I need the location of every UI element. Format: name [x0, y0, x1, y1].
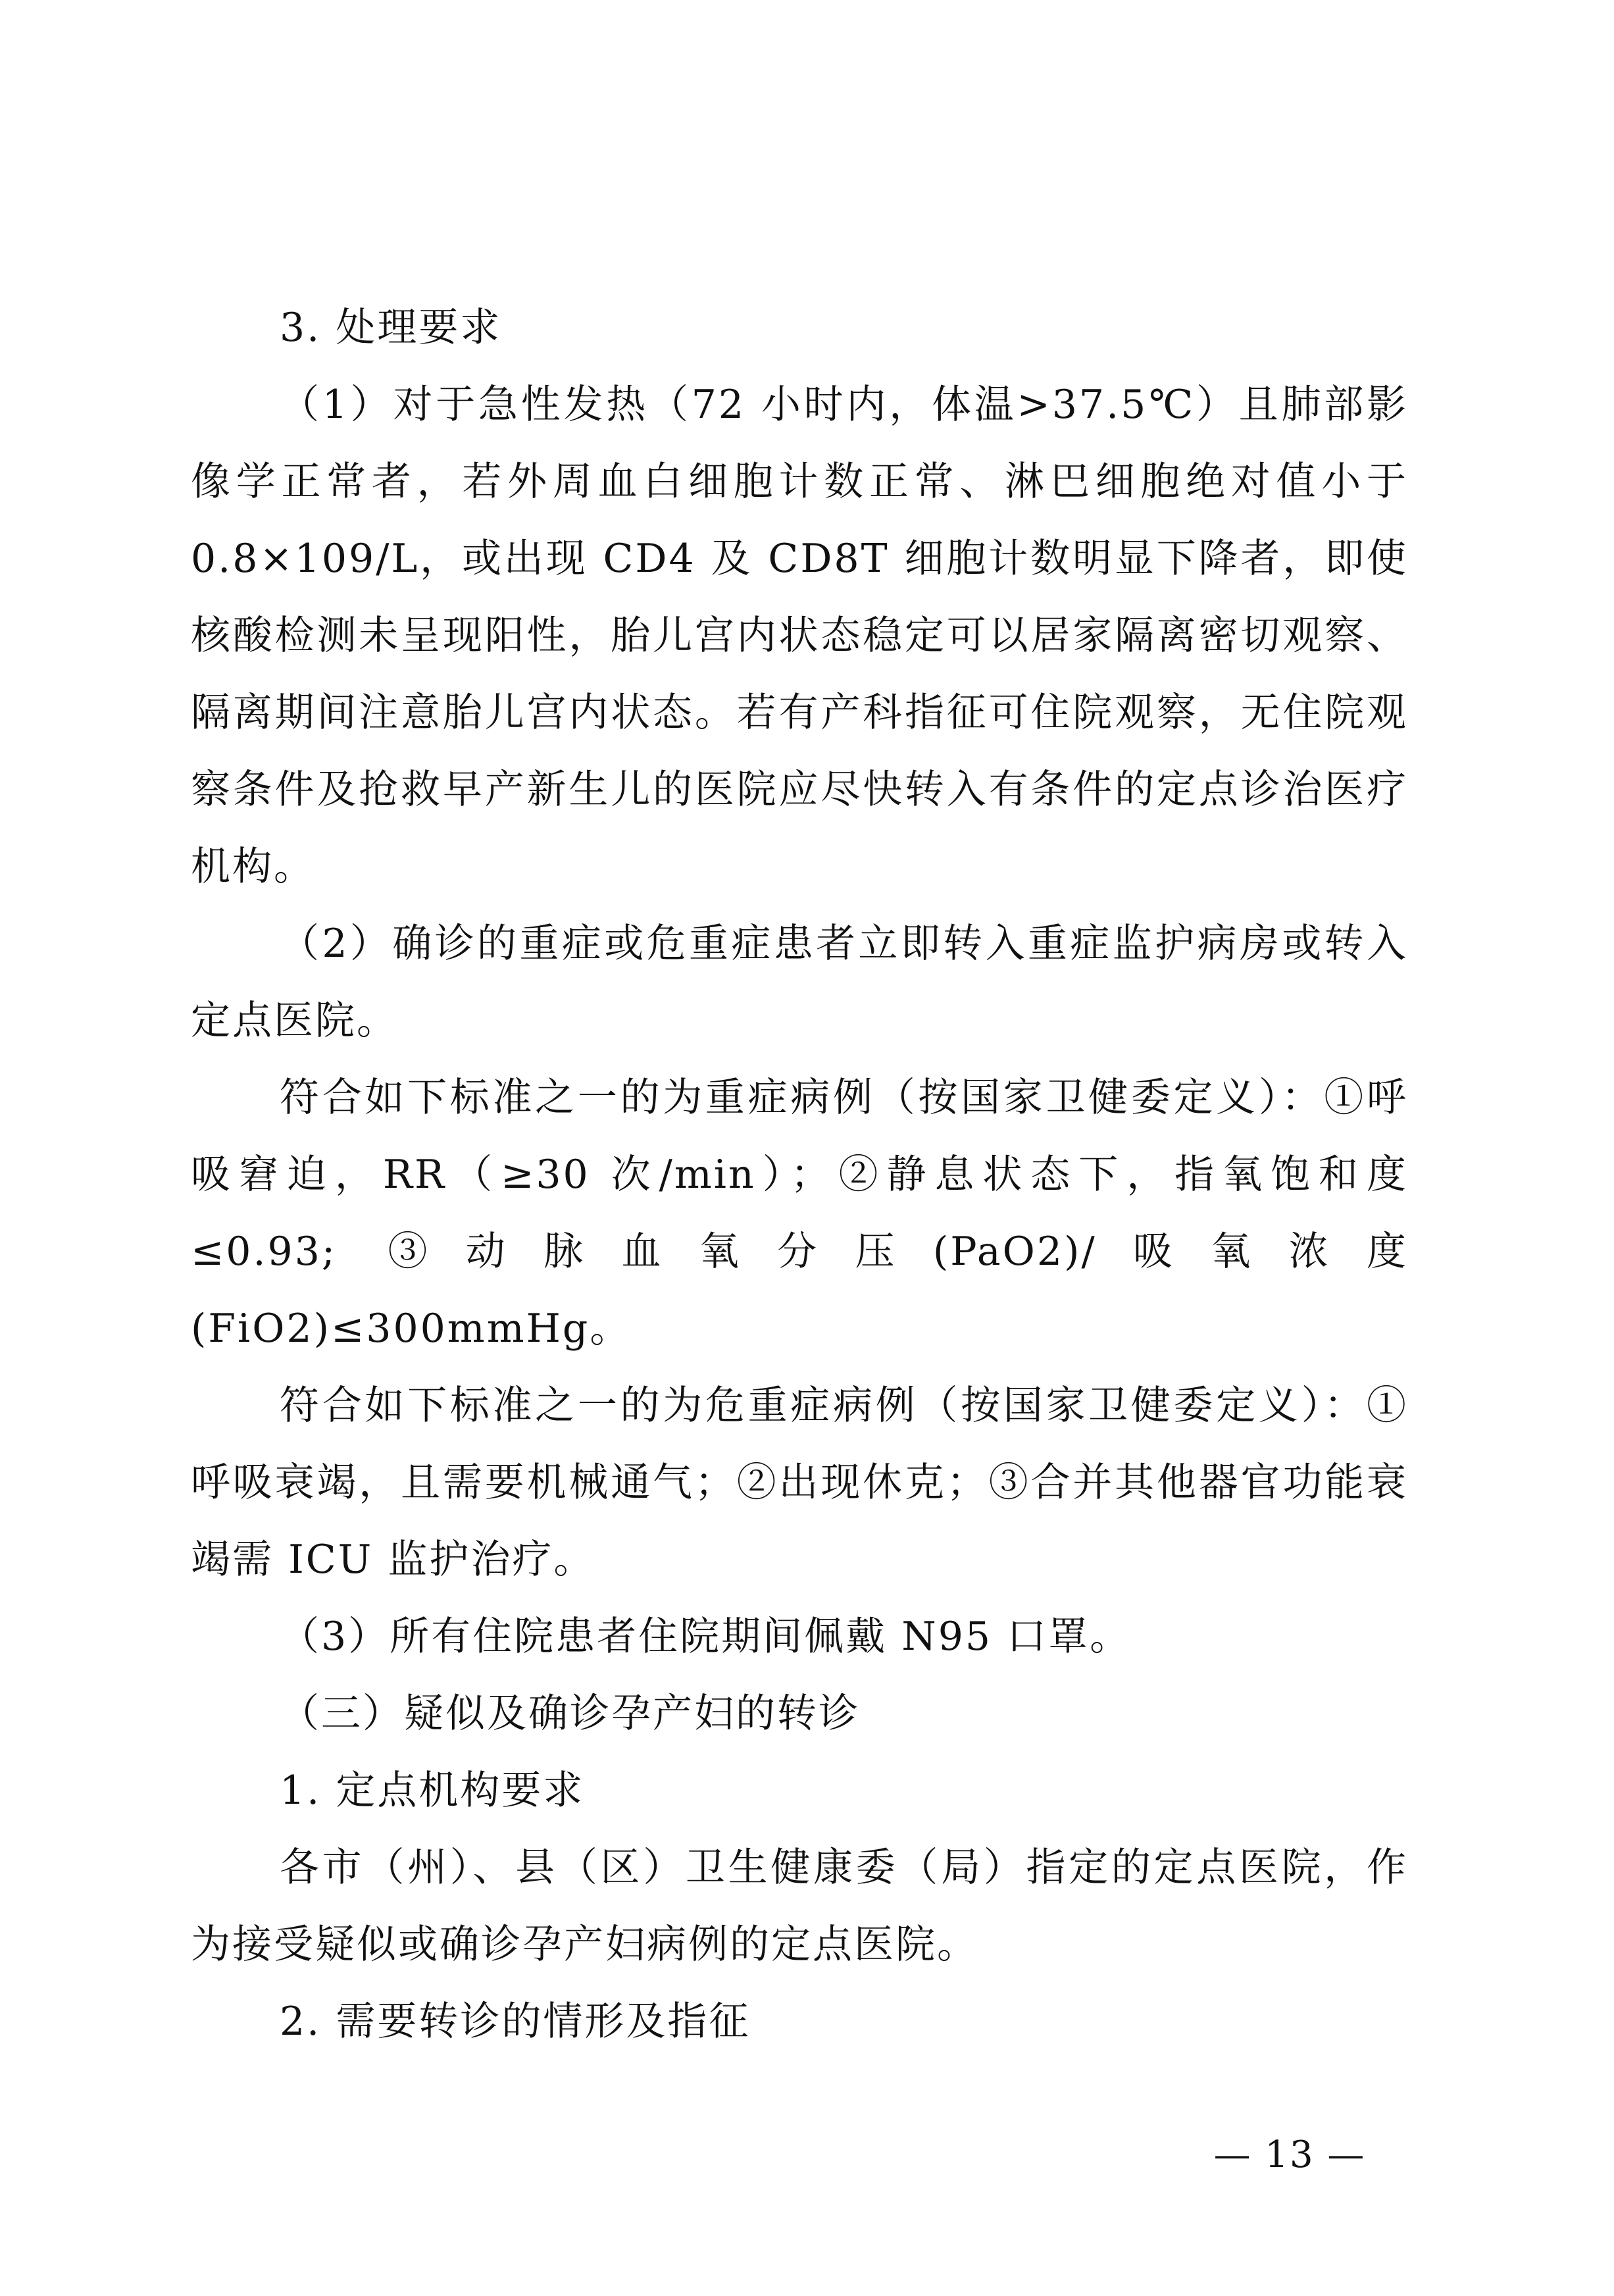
- document-body: [191, 290, 1408, 2060]
- section-heading-designated-institution: 1. 定点机构要求: [280, 1768, 585, 1814]
- section-heading-handling-requirements: 3. 处理要求: [280, 305, 502, 351]
- section-heading-referral-indications: 2. 需要转诊的情形及指征: [280, 1999, 751, 2045]
- page-number: — 13 —: [1213, 2133, 1366, 2176]
- paragraph-severe-criteria: 符合如下标准之一的为重症病例（按国家卫健委定义）：①呼吸窘迫，RR（≥30 次/min）；②静息状态下，指氧饱和度≤0.93; ③动脉血氧分压(PaO2)/吸氧浓度(FiO2)≤300mmHg。: [191, 1075, 1408, 1352]
- paragraph-n95-mask: （3）所有住院患者住院期间佩戴 N95 口罩。: [280, 1614, 1132, 1660]
- paragraph-designated-hospitals: 各市（州）、县（区）卫生健康委（局）指定的定点医院，作为接受疑似或确诊孕产妇病例的定点医院。: [191, 1845, 1408, 1968]
- paragraph-severe-transfer: （2）确诊的重症或危重症患者立即转入重症监护病房或转入定点医院。: [191, 921, 1408, 1044]
- paragraph-acute-fever: （1）对于急性发热（72 小时内，体温>37.5℃）且肺部影像学正常者，若外周血白细胞计数正常、淋巴细胞绝对值小于 0.8×109/L，或出现 CD4 及 CD8T 细胞计数明显下降者，即使核酸检测未呈现阳性，胎儿宫内状态稳定可以居家隔离密切观察、隔离期间注意胎儿宫内状态。若有产科指征可住院观察，无住院观察条件及抢救早产新生儿的医院应尽快转入有条件的定点诊治医疗机构。: [191, 382, 1408, 890]
- paragraph-critical-criteria: 符合如下标准之一的为危重症病例（按国家卫健委定义）：①呼吸衰竭，且需要机械通气；②出现休克；③合并其他器官功能衰竭需 ICU 监护治疗。: [191, 1383, 1408, 1583]
- section-heading-referral: （三）疑似及确诊孕产妇的转诊: [280, 1691, 860, 1737]
